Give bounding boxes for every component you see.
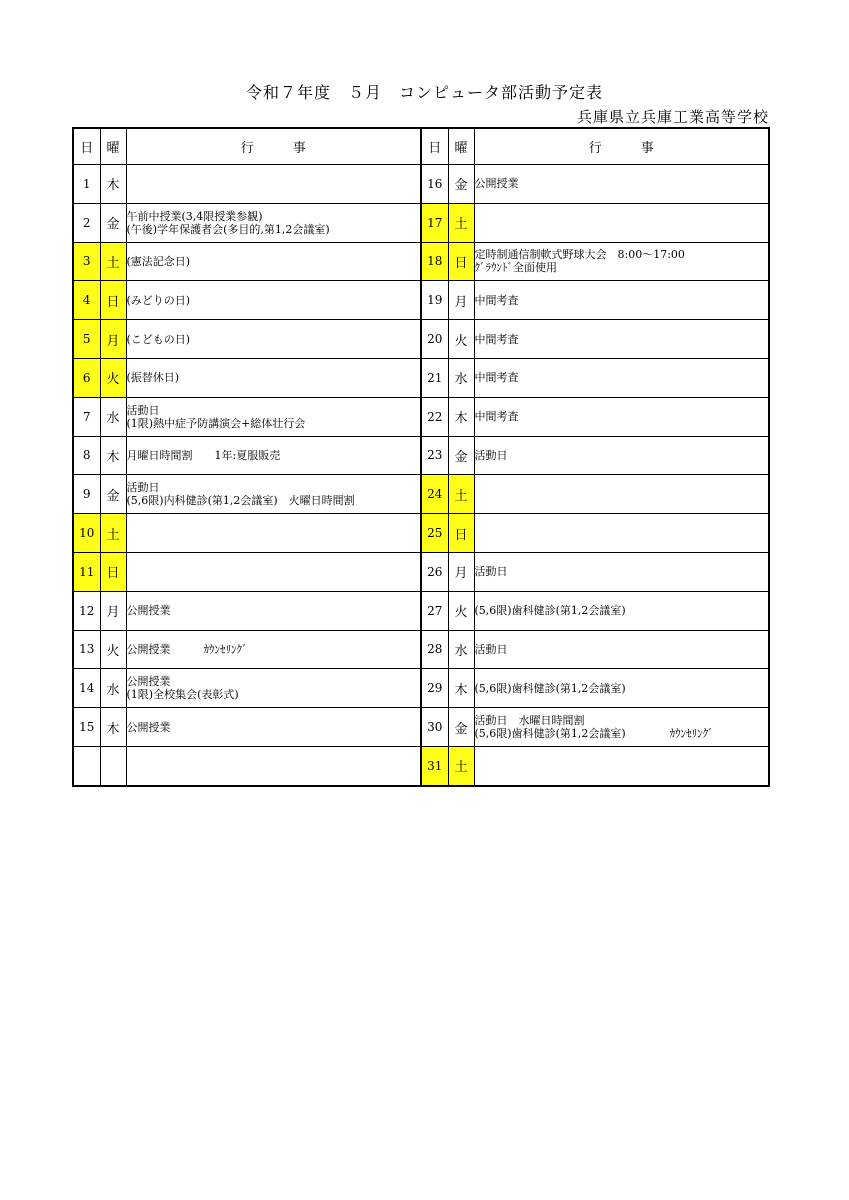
event-line: 中間考査 — [474, 293, 519, 307]
day-number: 19 — [421, 281, 448, 320]
weekday: 日 — [100, 552, 126, 591]
event-cell — [126, 514, 421, 553]
header-weekday: 曜 — [100, 128, 126, 165]
event-cell — [474, 242, 769, 281]
weekday: 日 — [448, 514, 474, 553]
event-cell — [126, 746, 421, 785]
day-number: 18 — [421, 242, 448, 281]
table-row — [73, 552, 769, 591]
day-number: 9 — [73, 475, 100, 514]
event-line: 中間考査 — [474, 410, 519, 424]
table-row — [73, 165, 769, 204]
weekday: 木 — [448, 397, 474, 436]
weekday: 水 — [100, 669, 126, 708]
table-row — [73, 630, 769, 669]
event-line: 公開授業 — [474, 177, 519, 191]
weekday: 金 — [100, 475, 126, 514]
header-weekday: 曜 — [448, 128, 474, 165]
day-number: 14 — [73, 669, 100, 708]
table-row — [73, 591, 769, 630]
event-cell — [126, 708, 421, 747]
day-number: 6 — [73, 358, 100, 397]
event-cell — [474, 591, 769, 630]
weekday: 火 — [100, 630, 126, 669]
event-line: 定時制通信制軟式野球大会 8:00～17:00 — [474, 248, 685, 262]
weekday: 火 — [100, 358, 126, 397]
event-line: (5,6限)歯科健診(第1,2会議室) ｶｳﾝｾﾘﾝｸﾞ — [474, 727, 714, 741]
event-cell — [126, 475, 421, 514]
table-row — [73, 436, 769, 475]
event-cell — [126, 669, 421, 708]
weekday: 木 — [448, 669, 474, 708]
event-line: 公開授業 — [126, 604, 171, 618]
table-row — [73, 281, 769, 320]
day-number: 23 — [421, 436, 448, 475]
weekday: 月 — [448, 281, 474, 320]
weekday: 金 — [100, 203, 126, 242]
event-line: 活動日 — [126, 481, 160, 495]
table-row — [73, 397, 769, 436]
event-cell — [474, 203, 769, 242]
event-cell — [474, 436, 769, 475]
day-number: 20 — [421, 320, 448, 359]
table-row — [73, 242, 769, 281]
event-line: (憲法記念日) — [126, 254, 191, 268]
event-cell — [126, 281, 421, 320]
header-events: 行 事 — [126, 128, 421, 165]
event-cell — [474, 165, 769, 204]
weekday: 日 — [448, 242, 474, 281]
day-number: 5 — [73, 320, 100, 359]
weekday: 水 — [448, 358, 474, 397]
day-number: 13 — [73, 630, 100, 669]
table-row — [73, 320, 769, 359]
day-number: 10 — [73, 514, 100, 553]
table-row — [73, 708, 769, 747]
event-line: 活動日 水曜日時間割 — [474, 714, 585, 728]
event-cell — [474, 397, 769, 436]
event-line: (こどもの日) — [126, 332, 191, 346]
header-row — [73, 128, 769, 165]
day-number: 4 — [73, 281, 100, 320]
event-line: 月曜日時間割 1年:夏服販売 — [126, 448, 281, 462]
header-day: 日 — [421, 128, 448, 165]
school-name: 兵庫県立兵庫工業高等学校 — [576, 108, 769, 126]
day-number: 17 — [421, 203, 448, 242]
event-cell — [126, 320, 421, 359]
weekday — [100, 746, 126, 785]
day-number: 2 — [73, 203, 100, 242]
day-number: 25 — [421, 514, 448, 553]
event-cell — [126, 242, 421, 281]
event-cell — [126, 552, 421, 591]
day-number: 7 — [73, 397, 100, 436]
schedule-table — [72, 127, 770, 787]
weekday: 月 — [100, 320, 126, 359]
event-cell — [474, 630, 769, 669]
day-number: 24 — [421, 475, 448, 514]
weekday: 水 — [100, 397, 126, 436]
event-line: (1限)全校集会(表彰式) — [126, 688, 239, 702]
weekday: 木 — [100, 165, 126, 204]
event-cell — [474, 552, 769, 591]
day-number — [73, 746, 100, 785]
event-line: 午前中授業(3,4限授業参観) — [126, 209, 263, 223]
event-line: (5,6限)歯科健診(第1,2会議室) — [474, 681, 626, 695]
event-cell — [126, 630, 421, 669]
table-row — [73, 475, 769, 514]
header-events: 行 事 — [474, 128, 769, 165]
table-row — [73, 746, 769, 785]
event-line: 活動日 — [474, 448, 508, 462]
table-row — [73, 514, 769, 553]
event-line: (振替休日) — [126, 371, 180, 385]
weekday: 木 — [100, 708, 126, 747]
day-number: 22 — [421, 397, 448, 436]
day-number: 12 — [73, 591, 100, 630]
day-number: 30 — [421, 708, 448, 747]
day-number: 16 — [421, 165, 448, 204]
event-line: 中間考査 — [474, 371, 519, 385]
weekday: 金 — [448, 708, 474, 747]
event-line: 活動日 — [474, 565, 508, 579]
day-number: 31 — [421, 746, 448, 785]
event-cell — [474, 320, 769, 359]
weekday: 月 — [100, 591, 126, 630]
event-line: 活動日 — [126, 403, 160, 417]
event-cell — [474, 475, 769, 514]
weekday: 水 — [448, 630, 474, 669]
table-row — [73, 358, 769, 397]
weekday: 火 — [448, 591, 474, 630]
event-line: 公開授業 — [126, 675, 171, 689]
header-day: 日 — [73, 128, 100, 165]
table-row — [73, 669, 769, 708]
event-line: 公開授業 ｶｳﾝｾﾘﾝｸﾞ — [126, 642, 248, 656]
event-line: 活動日 — [474, 642, 508, 656]
event-line: 中間考査 — [474, 332, 519, 346]
weekday: 火 — [448, 320, 474, 359]
day-number: 8 — [73, 436, 100, 475]
weekday: 土 — [448, 475, 474, 514]
day-number: 15 — [73, 708, 100, 747]
event-cell — [474, 746, 769, 785]
day-number: 28 — [421, 630, 448, 669]
weekday: 金 — [448, 436, 474, 475]
weekday: 土 — [448, 746, 474, 785]
event-line: (1限)熱中症予防講演会+総体壮行会 — [126, 416, 306, 430]
event-cell — [126, 591, 421, 630]
event-line: (午後)学年保護者会(多目的,第1,2会議室) — [126, 222, 330, 236]
weekday: 土 — [448, 203, 474, 242]
weekday: 金 — [448, 165, 474, 204]
weekday: 木 — [100, 436, 126, 475]
day-number: 27 — [421, 591, 448, 630]
event-line: (5,6限)内科健診(第1,2会議室) 火曜日時間割 — [126, 494, 355, 508]
day-number: 1 — [73, 165, 100, 204]
event-cell — [474, 281, 769, 320]
table-row — [73, 203, 769, 242]
event-line: (みどりの日) — [126, 293, 191, 307]
event-line: (5,6限)歯科健診(第1,2会議室) — [474, 604, 626, 618]
day-number: 11 — [73, 552, 100, 591]
event-cell — [126, 436, 421, 475]
event-cell — [474, 514, 769, 553]
weekday: 月 — [448, 552, 474, 591]
weekday: 土 — [100, 514, 126, 553]
event-cell — [474, 669, 769, 708]
event-cell — [474, 708, 769, 747]
weekday: 日 — [100, 281, 126, 320]
event-cell — [126, 358, 421, 397]
day-number: 29 — [421, 669, 448, 708]
weekday: 土 — [100, 242, 126, 281]
document-title: 令和７年度 ５月 コンピュータ部活動予定表 — [245, 83, 603, 102]
day-number: 26 — [421, 552, 448, 591]
day-number: 3 — [73, 242, 100, 281]
event-cell — [474, 358, 769, 397]
event-cell — [126, 397, 421, 436]
day-number: 21 — [421, 358, 448, 397]
event-cell — [126, 165, 421, 204]
event-line: ｸﾞﾗｳﾝﾄﾞ全面使用 — [474, 261, 557, 275]
event-cell — [126, 203, 421, 242]
event-line: 公開授業 — [126, 720, 171, 734]
